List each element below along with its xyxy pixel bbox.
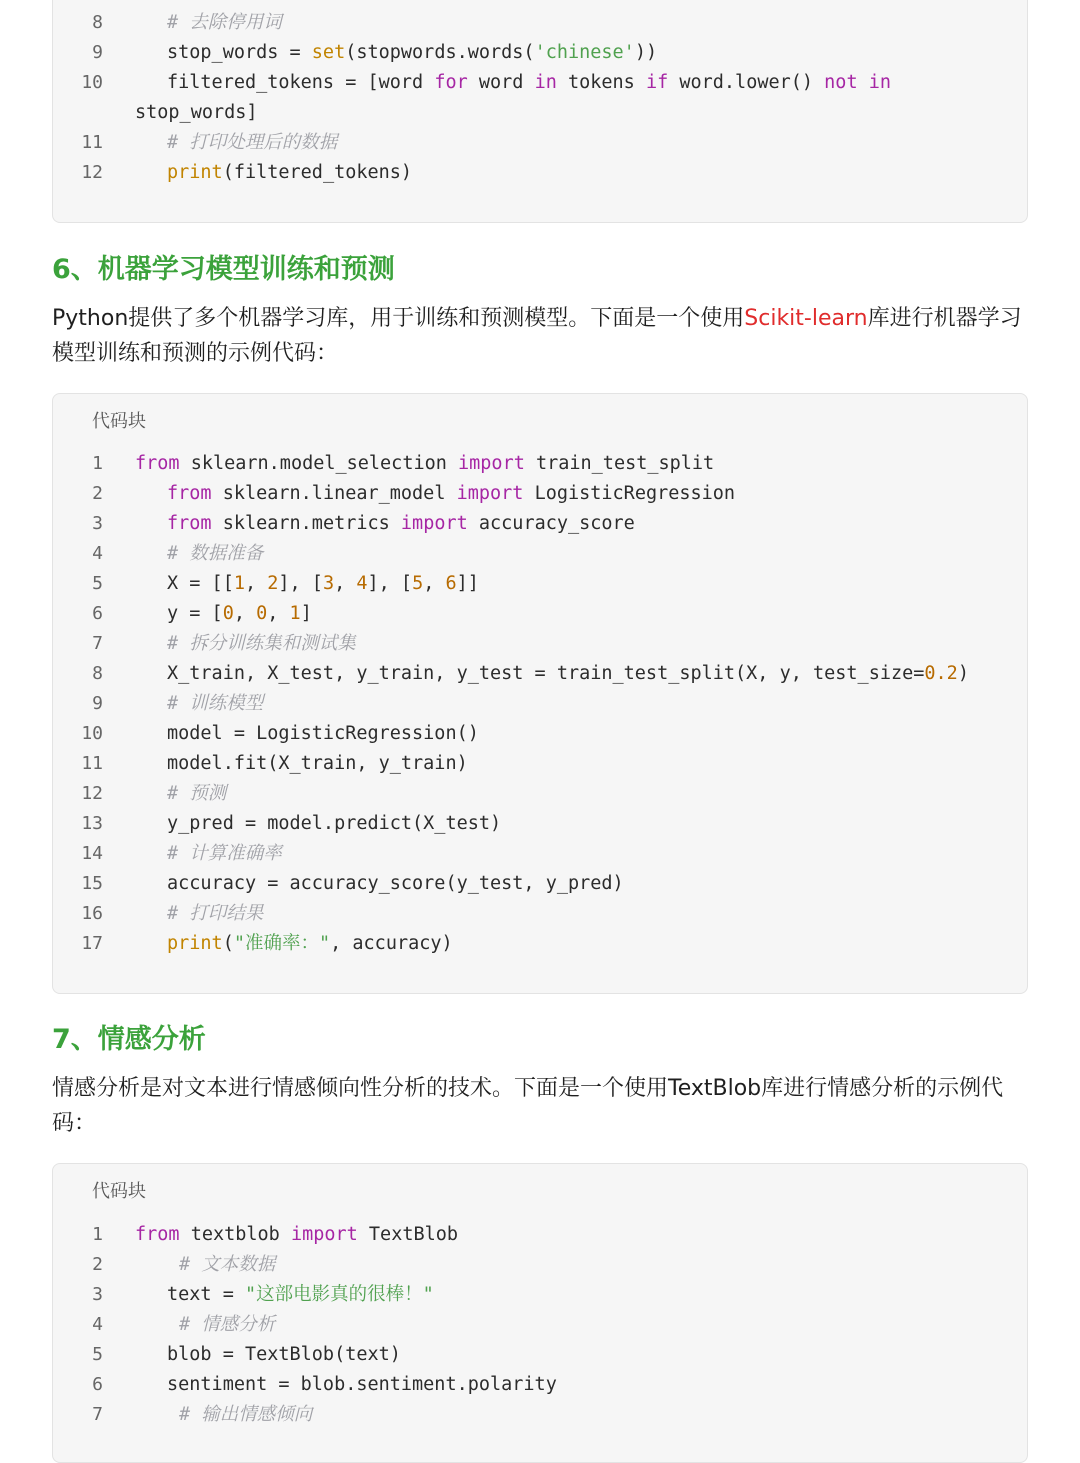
line-number: 12	[81, 162, 103, 183]
code-text	[167, 749, 468, 779]
code-token: sklearn.metrics	[211, 513, 401, 534]
code-line	[53, 158, 1027, 188]
code-token: # 训练模型	[167, 693, 264, 714]
code-token: ], [	[278, 573, 323, 594]
code-line	[53, 1310, 1027, 1340]
line-number: 14	[81, 843, 103, 864]
code-line	[53, 1250, 1027, 1280]
code-text	[167, 809, 501, 839]
line-number: 10	[81, 723, 103, 744]
code-text	[167, 929, 453, 959]
code-token: X = [[	[167, 573, 234, 594]
line-number: 2	[92, 1254, 103, 1275]
code-line	[53, 68, 1027, 98]
code-line	[53, 719, 1027, 749]
line-number: 10	[81, 72, 103, 93]
code-token: stop_words]	[135, 102, 258, 123]
code-text	[167, 689, 263, 719]
line-number: 2	[92, 483, 103, 504]
code-text	[167, 1280, 434, 1310]
code-text	[167, 8, 282, 38]
line-number: 3	[92, 513, 103, 534]
line-number: 7	[92, 1404, 103, 1425]
code-token: print	[167, 162, 223, 183]
code-line	[53, 899, 1027, 929]
code-token: "准确率："	[233, 933, 331, 954]
code-token: (filtered_tokens)	[222, 162, 413, 183]
code-token: 'chinese'	[534, 42, 635, 63]
code-line	[53, 128, 1027, 158]
code-token: filtered_tokens = [word	[167, 72, 435, 93]
code-text	[167, 479, 735, 509]
code-token: accuracy = accuracy_score(y_test, y_pred)	[167, 873, 624, 894]
code-line	[53, 8, 1027, 38]
code-token: stop_words =	[167, 42, 312, 63]
code-token: ,	[334, 573, 357, 594]
code-token: # 预测	[167, 783, 227, 804]
code-token	[858, 72, 869, 93]
line-number: 8	[92, 663, 103, 684]
code-text	[179, 1400, 312, 1430]
code-token: blob = TextBlob(text)	[167, 1344, 401, 1365]
line-number: 16	[81, 903, 103, 924]
code-token: 6	[445, 573, 457, 594]
code-token: text =	[167, 1284, 245, 1305]
code-line	[53, 1340, 1027, 1370]
code-token: y = [	[167, 603, 223, 624]
section-heading-sentiment: 7、情感分析	[52, 1024, 206, 1055]
code-token: # 输出情感倾向	[179, 1404, 313, 1425]
code-text	[167, 869, 624, 899]
scikit-learn-link[interactable]: Scikit-learn	[744, 306, 868, 331]
line-number: 11	[81, 132, 103, 153]
line-number: 1	[92, 1224, 103, 1245]
code-text	[167, 128, 337, 158]
code-token: sklearn.model_selection	[179, 453, 459, 474]
code-line	[53, 629, 1027, 659]
code-token: ]]	[456, 573, 479, 594]
code-token: (stopwords.words(	[345, 42, 535, 63]
code-token: ]	[300, 603, 312, 624]
code-block-sentiment	[52, 1163, 1028, 1463]
code-token: from	[167, 483, 212, 504]
section-heading-ml: 6、机器学习模型训练和预测	[52, 254, 395, 285]
code-token: 0	[256, 603, 268, 624]
line-number: 5	[92, 573, 103, 594]
code-token: )	[957, 663, 969, 684]
code-token: ,	[244, 573, 268, 594]
line-number: 1	[92, 453, 103, 474]
code-line	[53, 479, 1027, 509]
code-token: train_test_split	[524, 453, 715, 474]
code-line	[53, 689, 1027, 719]
code-line	[53, 809, 1027, 839]
code-text	[167, 599, 312, 629]
section-paragraph-sentiment: 情感分析是对文本进行情感倾向性分析的技术。下面是一个使用TextBlob库进行情感分析的示例代码：	[52, 1076, 1004, 1136]
code-token: # 打印处理后的数据	[167, 132, 338, 153]
code-token: word	[467, 72, 535, 93]
code-token: print	[167, 933, 223, 954]
code-token: 0.2	[924, 663, 958, 684]
code-lines	[53, 1220, 1027, 1430]
code-token: ,	[267, 603, 290, 624]
line-number: 5	[92, 1344, 103, 1365]
section-paragraph-ml	[52, 301, 1032, 371]
code-token: from	[167, 513, 212, 534]
line-number: 9	[92, 693, 103, 714]
code-line	[53, 1220, 1027, 1250]
line-number: 12	[81, 783, 103, 804]
code-token: # 计算准确率	[167, 843, 282, 864]
code-block-label: 代码块	[92, 411, 146, 432]
line-number: 17	[81, 933, 103, 954]
code-line	[53, 38, 1027, 68]
code-block-preprocessing	[52, 0, 1028, 223]
code-token: y_pred = model.predict(X_test)	[167, 813, 502, 834]
code-text	[135, 449, 714, 479]
code-token: model.fit(X_train, y_train)	[167, 753, 468, 774]
code-text	[167, 38, 657, 68]
code-text	[167, 719, 479, 749]
code-text	[179, 1310, 275, 1340]
line-number: 8	[92, 12, 103, 33]
code-text	[167, 509, 635, 539]
code-token: import	[456, 483, 524, 504]
line-number: 4	[92, 1314, 103, 1335]
line-number: 6	[92, 1374, 103, 1395]
code-text	[167, 539, 263, 569]
code-line	[53, 1400, 1027, 1430]
code-token: ,	[233, 603, 257, 624]
code-text	[167, 1340, 401, 1370]
code-token: if	[645, 72, 669, 93]
code-text	[167, 899, 263, 929]
code-text	[167, 659, 969, 689]
code-line	[53, 929, 1027, 959]
code-line	[53, 539, 1027, 569]
code-token: # 打印结果	[167, 903, 264, 924]
code-token: # 去除停用词	[167, 12, 282, 33]
code-line	[53, 839, 1027, 869]
code-text	[167, 779, 226, 809]
code-token: 3	[322, 573, 335, 594]
code-token: for	[434, 72, 468, 93]
code-text	[167, 68, 891, 98]
code-text	[167, 1370, 557, 1400]
code-line	[53, 1280, 1027, 1310]
code-token: # 文本数据	[179, 1254, 276, 1275]
code-line	[53, 509, 1027, 539]
code-text	[179, 1250, 275, 1280]
code-line	[53, 1370, 1027, 1400]
code-text	[167, 569, 479, 599]
code-token: ], [	[367, 573, 413, 594]
code-token: tokens	[556, 72, 646, 93]
code-token: from	[135, 1224, 180, 1245]
code-token: X_train, X_test, y_train, y_test = train_test_split(X, y, test_size=	[167, 663, 925, 684]
code-line	[53, 569, 1027, 599]
code-token: ))	[634, 42, 658, 63]
code-token: "这部电影真的很棒！"	[244, 1284, 434, 1305]
code-line	[53, 449, 1027, 479]
paragraph-text: 库进行机器学习模型训练和预测的示例代码：	[52, 306, 1022, 366]
code-lines	[53, 8, 1027, 188]
code-text	[167, 158, 412, 188]
code-token: sklearn.linear_model	[211, 483, 457, 504]
code-line	[53, 98, 1027, 128]
code-token: # 拆分训练集和测试集	[167, 633, 356, 654]
code-line	[53, 779, 1027, 809]
code-token: 2	[267, 573, 279, 594]
line-number: 4	[92, 543, 103, 564]
code-token: import	[400, 513, 468, 534]
code-line	[53, 749, 1027, 779]
code-token: textblob	[179, 1224, 291, 1245]
code-token: from	[135, 453, 180, 474]
code-token: , accuracy)	[330, 933, 453, 954]
code-line	[53, 659, 1027, 689]
code-token: 0	[222, 603, 234, 624]
code-token: 1	[233, 573, 245, 594]
code-line	[53, 869, 1027, 899]
code-lines	[53, 449, 1027, 959]
line-number: 9	[92, 42, 103, 63]
code-token: 4	[356, 573, 368, 594]
line-number: 7	[92, 633, 103, 654]
code-text	[167, 839, 282, 869]
code-token: in	[868, 72, 892, 93]
code-token: 1	[289, 603, 301, 624]
code-token: not	[824, 72, 858, 93]
line-number: 15	[81, 873, 103, 894]
code-token: model = LogisticRegression()	[167, 723, 479, 744]
code-token: LogisticRegression	[523, 483, 736, 504]
code-text	[135, 1220, 458, 1250]
line-number: 11	[81, 753, 103, 774]
code-token: ,	[423, 573, 446, 594]
code-token: (	[222, 933, 234, 954]
code-token: import	[290, 1224, 358, 1245]
code-token: in	[534, 72, 557, 93]
code-token: set	[311, 42, 346, 63]
code-token: 5	[412, 573, 424, 594]
code-block-label: 代码块	[92, 1181, 146, 1202]
paragraph-text: Python提供了多个机器学习库，用于训练和预测模型。下面是一个使用	[52, 306, 745, 331]
code-token: word.lower()	[668, 72, 825, 93]
code-token: TextBlob	[357, 1224, 459, 1245]
code-token: sentiment = blob.sentiment.polarity	[167, 1374, 557, 1395]
code-block-ml	[52, 393, 1028, 994]
line-number: 3	[92, 1284, 103, 1305]
code-token: accuracy_score	[467, 513, 635, 534]
code-text	[167, 629, 356, 659]
line-number: 13	[81, 813, 103, 834]
code-token: import	[458, 453, 525, 474]
code-text	[135, 98, 258, 128]
line-number: 6	[92, 603, 103, 624]
code-token: # 数据准备	[167, 543, 264, 564]
code-line	[53, 599, 1027, 629]
code-token: # 情感分析	[179, 1314, 276, 1335]
